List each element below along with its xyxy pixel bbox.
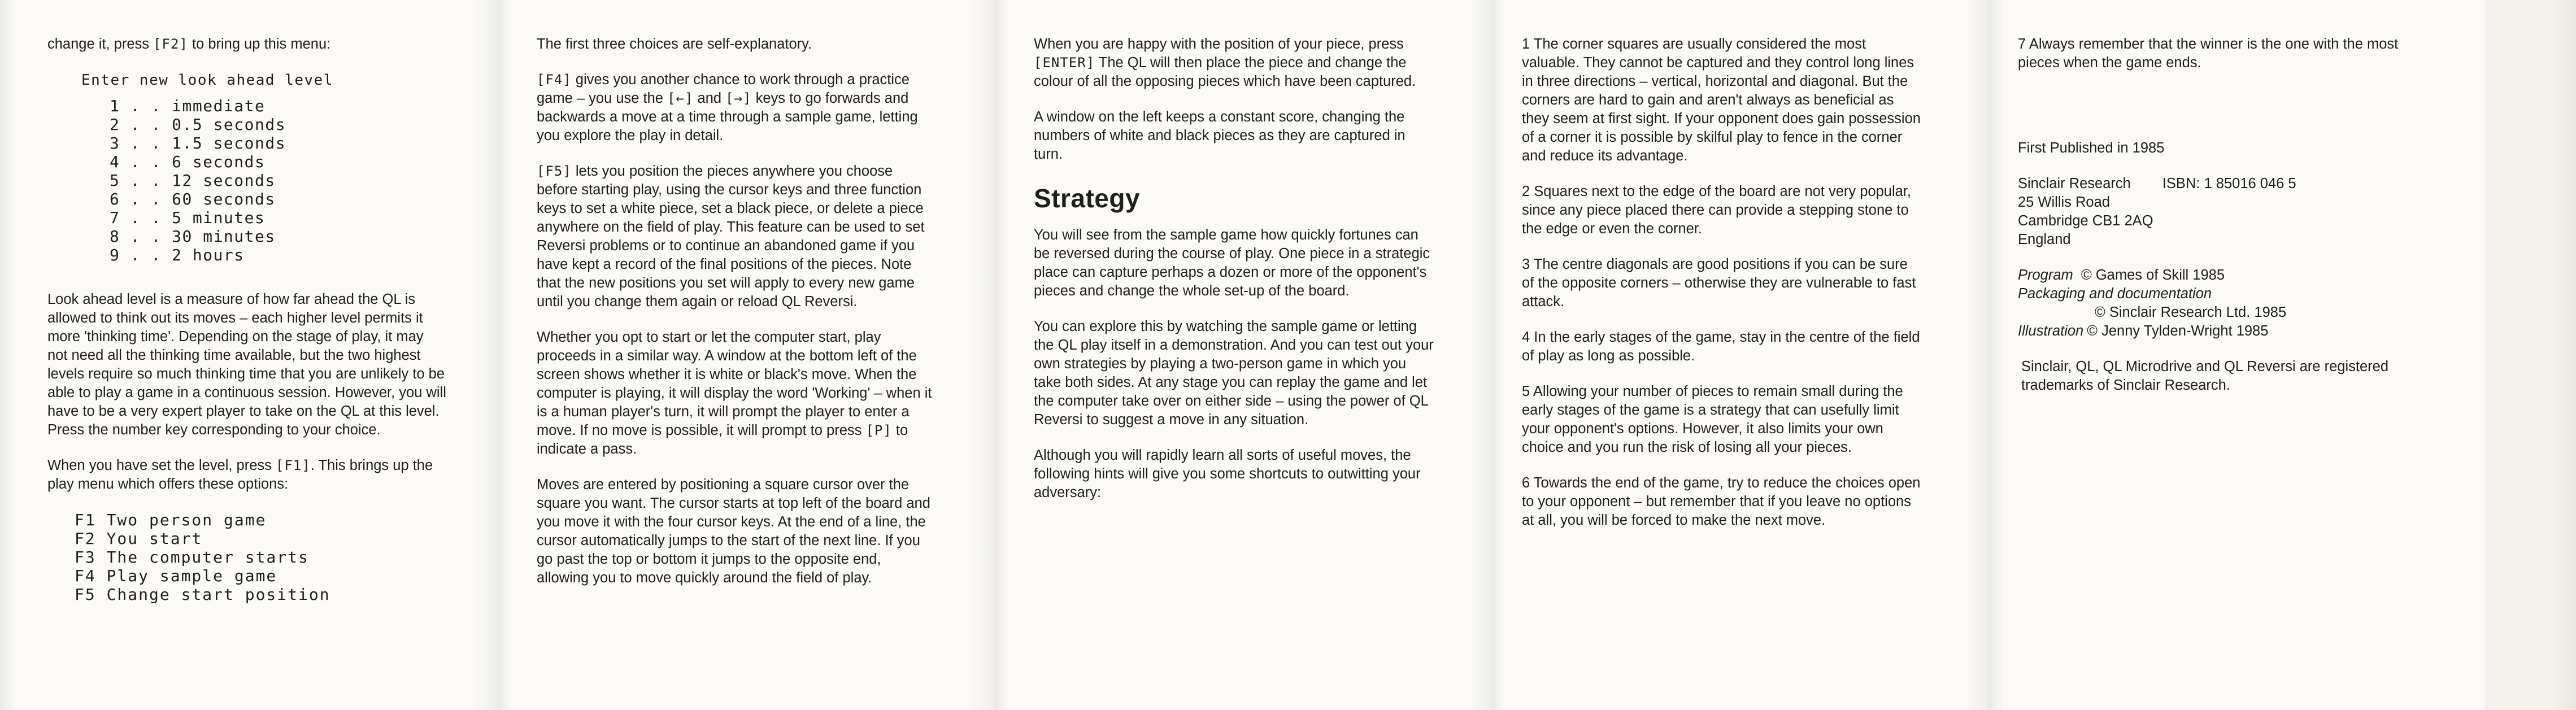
leaflet-page-5	[1988, 0, 2576, 710]
trademarks-note: Sinclair, QL, QL Microdrive and QL Reversi are registered trademarks of Sinclair Research.	[2021, 359, 2389, 393]
lookahead-level: 4 . . 6 seconds	[110, 153, 266, 171]
illustration-credit-row	[2018, 322, 2418, 341]
illustration-credit: © Jenny Tylden-Wright 1985	[2087, 323, 2269, 339]
f5-description	[537, 162, 937, 311]
play-option: F2 You start	[75, 529, 203, 548]
lookahead-level: 5 . . 12 seconds	[110, 171, 276, 190]
f5-key-label: [F5]	[537, 163, 572, 179]
lookahead-level: 8 . . 30 minutes	[110, 227, 276, 246]
leaflet-page-1	[0, 0, 497, 710]
menu-intro	[47, 35, 447, 54]
program-label: Program	[2018, 267, 2073, 283]
hint-3: 3 The centre diagonals are good positions if you can be sure of the opposite corners – otherwise they are vulnerable to fast attack.	[1522, 256, 1916, 310]
program-credit: © Games of Skill 1985	[2081, 267, 2225, 283]
play-proceeds-para	[537, 328, 937, 459]
play-option: F5 Change start position	[75, 585, 330, 604]
strategy-para-2: You can explore this by watching the sample game or letting the QL play itself in a demonstration. And you can test out your own strategies by playing a two-person game in which you take both sides. At any stage you can replay the game and let the computer take over on either side – using the power of QL Reversi to suggest a move in any situation.	[1034, 319, 1434, 428]
hint-5: 5 Allowing your number of pieces to remain small during the early stages of the game is a strategy that can usefully limit your opponent's options. However, it also limits your own choice and you run the risk of losing all your pieces.	[1522, 384, 1903, 455]
lookahead-level: 3 . . 1.5 seconds	[110, 134, 286, 153]
illustration-label: Illustration	[2018, 323, 2084, 339]
play-option: F3 The computer starts	[75, 548, 309, 567]
play-menu-intro-text-end: . This brings up the play menu which offers these options:	[47, 458, 433, 492]
publisher-row	[2018, 175, 2418, 193]
strategy-para-1: You will see from the sample game how quickly fortunes can be reversed during the course of play. One piece in a strategic place can capture perhaps a dozen or more of the opponent's pieces and change the whole set-up of the board.	[1034, 227, 1430, 299]
lookahead-level-list	[110, 97, 447, 264]
first-published: First Published in 1985	[2018, 140, 2165, 156]
publisher-block	[2018, 175, 2418, 341]
lookahead-level: 1 . . immediate	[110, 97, 266, 115]
f4-text-mid: and	[693, 90, 726, 106]
leaflet-page-2	[497, 0, 994, 710]
packaging-label: Packaging and documentation	[2018, 286, 2212, 302]
f4-description	[537, 71, 937, 145]
play-option: F4 Play sample game	[75, 567, 277, 585]
f4-key-label: [F4]	[537, 72, 572, 88]
place-piece-text-end: The QL will then place the piece and change the colour of all the opposing pieces which have been captured.	[1034, 55, 1416, 89]
f1-key-label: [F1]	[275, 458, 311, 473]
leaflet-page-4	[1491, 0, 1988, 710]
lookahead-explanation: Look ahead level is a measure of how far ahead the QL is allowed to think out its moves – each higher level permits it more 'thinking time'. Depending on the stage of play, it may not need all the thinking time available, but the two highest levels require so much thinking time that you are unlikely to be able to play a game in a continuous session. However, you will have to be a very expert player to take on the QL at this level. Press the number key corresponding to your choice.	[47, 291, 446, 438]
enter-key-label: [ENTER]	[1034, 55, 1095, 71]
choices-note: The first three choices are self-explanatory.	[537, 36, 812, 52]
blank-panel	[2486, 0, 2576, 710]
place-piece-text: When you are happy with the position of your piece, press	[1034, 36, 1404, 52]
hint-6: 6 Towards the end of the game, try to reduce the choices open to your opponent – but remember that if you leave no options at all, you will be forced to make the next move.	[1522, 475, 1921, 528]
f5-text: lets you position the pieces anywhere you choose before starting play, using the cursor keys and three function keys to set a white piece, set a black piece, or delete a piece anywhere on the field of play. This feature can be used to set Reversi problems or to continue an abandoned game if you have kept a record of the final positions of the pieces. Note that the new positions you set will apply to every new game until you change them again or reload QL Reversi.	[537, 163, 925, 310]
p-key-label: [P]	[865, 422, 892, 438]
strategy-para-3: Although you will rapidly learn all sorts of useful moves, the following hints will give you some shortcuts to outwitting your adversary:	[1034, 447, 1421, 500]
strategy-heading: Strategy	[1034, 184, 1141, 213]
lookahead-level: 9 . . 2 hours	[110, 246, 245, 264]
menu-intro-text-end: to bring up this menu:	[188, 36, 331, 52]
page-3-content	[1034, 35, 1434, 519]
menu-intro-text: change it, press	[47, 36, 154, 52]
score-window-para: A window on the left keeps a constant score, changing the numbers of white and black pieces as they are captured in turn.	[1034, 109, 1406, 162]
program-credit-row	[2018, 266, 2418, 285]
page-2-content	[537, 35, 937, 604]
page-1-content	[47, 35, 447, 604]
right-arrow-key-label: [→]	[725, 90, 752, 106]
lookahead-menu-heading: Enter new look ahead level	[81, 72, 333, 89]
address-line: 25 Willis Road	[2018, 194, 2110, 210]
f4-text: gives you another chance to work through a practice game – you use the	[537, 72, 910, 106]
packaging-credit: © Sinclair Research Ltd. 1985	[2095, 304, 2287, 320]
lookahead-level: 6 . . 60 seconds	[110, 190, 276, 208]
hint-2: 2 Squares next to the edge of the board are not very popular, since any piece placed there can provide a stepping stone to the edge or even the corner.	[1522, 184, 1911, 237]
play-proceeds-text-end: to indicate a pass.	[537, 422, 908, 457]
packaging-credit-row	[2018, 303, 2418, 322]
address-line: England	[2018, 232, 2071, 247]
left-arrow-key-label: [←]	[667, 90, 694, 106]
address-line: Cambridge CB1 2AQ	[2018, 213, 2153, 229]
play-proceeds-text: Whether you opt to start or let the computer start, play proceeds in a similar way. A window at the bottom left of the screen shows whether it is white or black's move. When the computer is playing, it will display the word 'Working' – when it is a human player's turn, it will prompt the player to enter a move. If no move is possible, it will prompt to press	[537, 329, 932, 438]
isbn: ISBN: 1 85016 046 5	[2162, 176, 2296, 191]
publisher-name: Sinclair Research	[2018, 176, 2131, 191]
play-menu-intro-text: When you have set the level, press	[47, 458, 276, 473]
play-option: F1 Two person game	[75, 511, 267, 529]
leaflet-page-3	[994, 0, 1491, 710]
page-5-content	[2018, 35, 2418, 412]
page-4-content	[1522, 35, 1922, 547]
play-menu-intro	[47, 456, 447, 494]
hint-7: 7 Always remember that the winner is the one with the most pieces when the game ends.	[2018, 36, 2399, 71]
lookahead-level: 7 . . 5 minutes	[110, 208, 266, 227]
f4-text-end: keys to go forwards and backwards a move at a time through a sample game, letting you explore the play in detail.	[537, 90, 918, 143]
place-piece-para	[1034, 35, 1434, 91]
f2-key-label: [F2]	[153, 36, 188, 52]
play-menu-options	[75, 511, 447, 604]
hint-1: 1 The corner squares are usually considered the most valuable. They cannot be captured and they control long lines in three directions – vertical, horizontal and diagonal. But the corners are hard to gain and aren't always as beneficial as they seem at first sight. If your opponent does gain possession of a corner it is possible by skilful play to fence in the corner and reduce its advantage.	[1522, 36, 1921, 164]
lookahead-level: 2 . . 0.5 seconds	[110, 115, 286, 134]
moves-entry-para: Moves are entered by positioning a square cursor over the square you want. The cursor starts at top left of the board and you move it with the four cursor keys. At the end of a line, the cursor automatically jumps to the start of the next line. If you go past the top or bottom it jumps to the opposite end, allowing you to move quickly around the field of play.	[537, 477, 930, 586]
hint-4: 4 In the early stages of the game, stay in the centre of the field of play as long as possible.	[1522, 329, 1920, 364]
